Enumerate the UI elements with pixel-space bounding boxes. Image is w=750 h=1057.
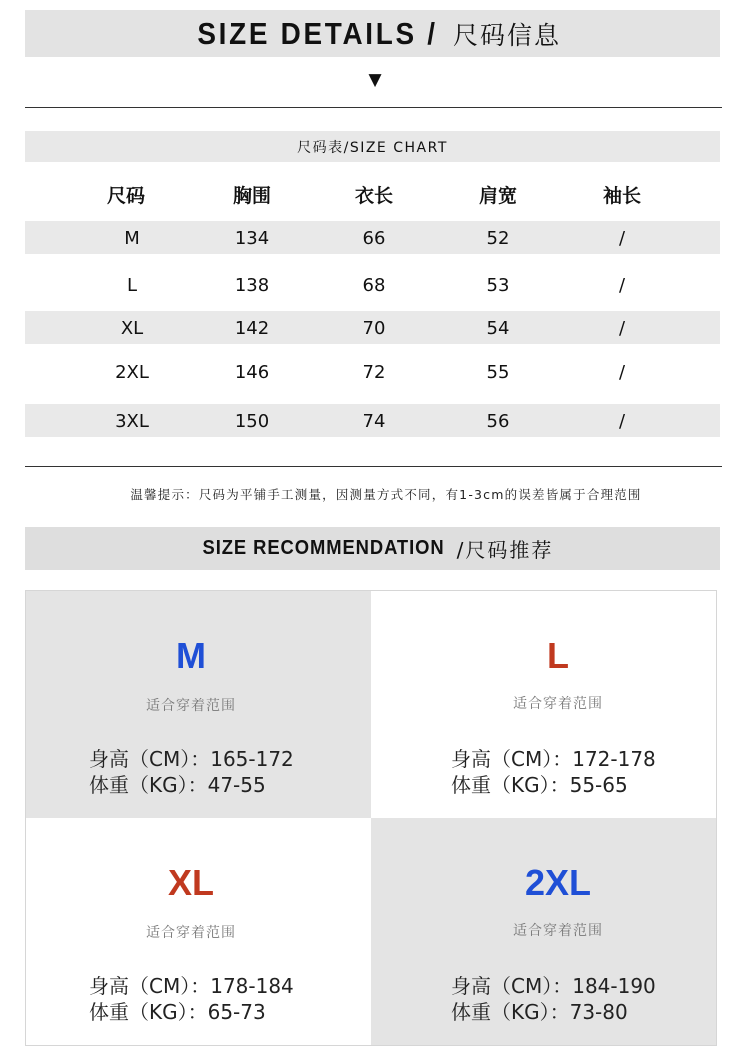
card-range-label: 适合穿着范围 <box>146 698 236 714</box>
table-cell: 53 <box>486 275 510 296</box>
table-cell: XL <box>120 318 144 339</box>
divider-bottom <box>25 466 722 467</box>
card-range-label: 适合穿着范围 <box>513 696 603 712</box>
recommendation-card-2xl <box>371 818 716 1045</box>
divider-top <box>25 107 722 108</box>
table-cell: 70 <box>362 318 386 339</box>
table-cell: / <box>618 318 626 339</box>
table-cell: M <box>124 228 140 249</box>
table-cell: 54 <box>486 318 510 339</box>
table-cell: 68 <box>362 275 386 296</box>
card-weight-range: 体重（KG）：65-73 <box>89 1000 266 1024</box>
column-header-chest: 胸围 <box>232 185 271 207</box>
table-cell: / <box>618 228 626 249</box>
down-arrow-icon: ▼ <box>368 70 382 90</box>
card-size-label: XL <box>167 862 214 903</box>
size-chart-title: 尺码表/SIZE CHART <box>25 131 720 162</box>
size-recommendation-banner <box>25 527 720 570</box>
card-size-label: 2XL <box>524 862 592 903</box>
column-header-sleeve: 袖长 <box>602 185 641 207</box>
card-height-range: 身高（CM）：172-178 <box>451 747 656 771</box>
card-height-range: 身高（CM）：184-190 <box>451 974 656 998</box>
column-header-length: 衣长 <box>354 185 393 207</box>
card-size-label: L <box>547 635 569 676</box>
measurement-note: 温馨提示：尺码为平铺手工测量，因测量方式不同，有1-3cm的误差皆属于合理范围 <box>130 487 642 502</box>
table-cell: 142 <box>234 318 270 339</box>
recommendation-card-xl <box>26 818 371 1045</box>
table-cell: 74 <box>362 411 386 432</box>
card-weight-range: 体重（KG）：73-80 <box>451 1000 628 1024</box>
table-cell: / <box>618 362 626 383</box>
column-header-shoulder: 肩宽 <box>478 185 517 207</box>
table-cell: 55 <box>486 362 510 383</box>
column-header-size: 尺码 <box>106 185 145 207</box>
table-cell: / <box>618 411 626 432</box>
recommendation-card-m <box>26 591 371 818</box>
table-cell: 146 <box>234 362 270 383</box>
size-details-banner <box>25 10 720 57</box>
table-cell: L <box>126 275 138 296</box>
card-range-label: 适合穿着范围 <box>146 925 236 941</box>
size-details-title-zh: 尺码信息 <box>453 20 562 50</box>
table-cell: 66 <box>362 228 386 249</box>
card-height-range: 身高（CM）：165-172 <box>89 747 294 771</box>
table-cell: 150 <box>234 411 270 432</box>
table-cell: 138 <box>234 275 270 296</box>
card-size-label: M <box>176 635 206 676</box>
size-recommendation-grid <box>25 590 717 1046</box>
table-cell: 52 <box>486 228 510 249</box>
size-recommendation-title-en: SIZE RECOMMENDATION <box>202 537 445 559</box>
table-cell: 56 <box>486 411 510 432</box>
table-cell: 2XL <box>115 362 149 383</box>
size-recommendation-title-zh: /尺码推荐 <box>456 538 554 562</box>
recommendation-card-l <box>371 591 716 818</box>
size-details-title-en: SIZE DETAILS / <box>197 15 438 51</box>
card-height-range: 身高（CM）：178-184 <box>89 974 294 998</box>
table-cell: 134 <box>234 228 270 249</box>
card-weight-range: 体重（KG）：47-55 <box>89 773 266 797</box>
table-cell: / <box>618 275 626 296</box>
table-cell: 72 <box>362 362 386 383</box>
table-cell: 3XL <box>115 411 149 432</box>
card-weight-range: 体重（KG）：55-65 <box>451 773 628 797</box>
card-range-label: 适合穿着范围 <box>513 923 603 939</box>
